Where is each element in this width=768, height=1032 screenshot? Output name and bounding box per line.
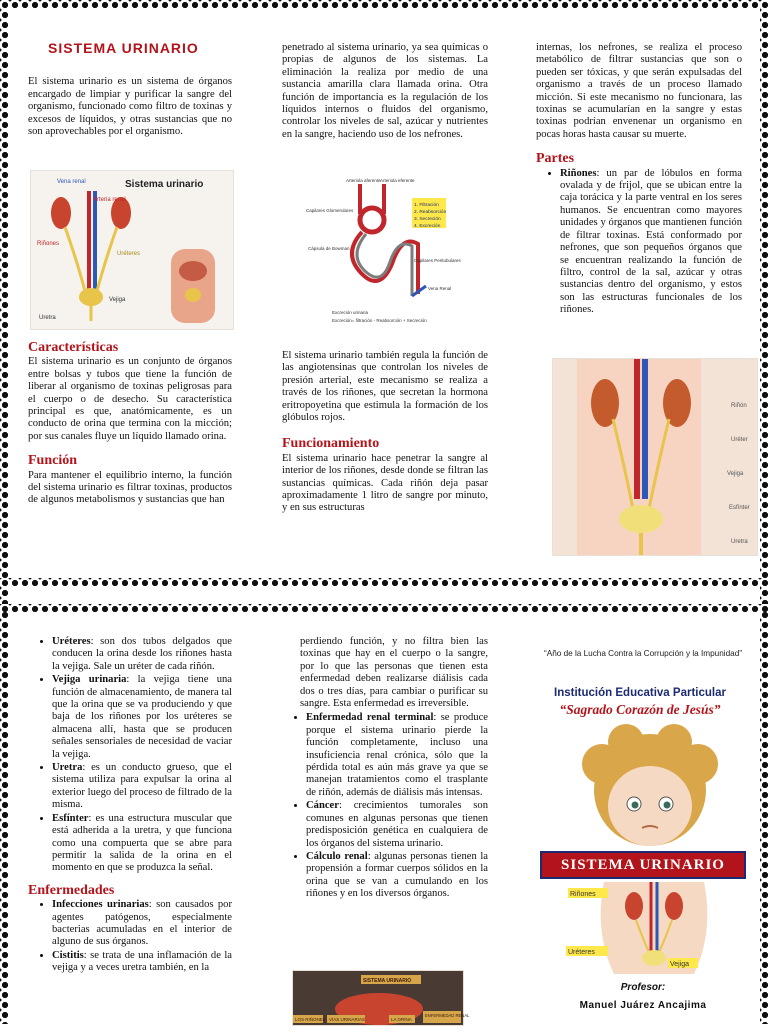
nephron-step-2: 2. Reabsorción <box>414 210 447 215</box>
diseases-list-continued <box>282 712 488 900</box>
cover-label-rinones: Riñones <box>570 891 596 898</box>
figure-title: Sistema urinario <box>125 179 204 190</box>
nephron-label-7: Excreción urinaria <box>332 310 369 315</box>
nephron-illustration <box>302 174 466 328</box>
profesor-name: Manuel Juárez Ancajima <box>579 1000 707 1011</box>
child-illustration <box>566 724 736 852</box>
urinary-system-figure <box>30 170 234 330</box>
child-body-illustration <box>564 882 744 974</box>
col2-text-2: El sistema urinario también regula la función de las angiotensinas que controlan los niveles de presión arterial, este mecanismo se realiza a través de los riñones, que secretan la hormona eritropoyetina que estimula la formación de los glóbulos rojos. <box>282 350 488 424</box>
partes-heading: Partes <box>536 151 575 167</box>
infographic-label-3: LA ORINA <box>391 1017 412 1022</box>
partes-list <box>536 168 742 317</box>
definition: : la vejiga tiene una función de almacenamiento, de manera tal que la orina que se va produciendo y que baja de los riñones por los uréteres se almacena allí, hasta que se producen señales sensoriales de necesidad de vaciar la vejiga. <box>52 674 232 760</box>
term: Cálculo renal <box>306 850 368 862</box>
infographic-label-2: VÍAS URINARIAS <box>329 1017 366 1022</box>
left-border <box>0 0 8 1024</box>
middle-border-line-a <box>0 578 768 586</box>
nephron-step-4: 4. Excreción <box>414 224 441 229</box>
enfermedades-heading: Enfermedades <box>28 882 115 898</box>
kidney-label-esfinter: Esfínter <box>729 505 750 511</box>
top-col-1-lower <box>28 342 232 515</box>
urinary-infographic <box>293 971 470 1025</box>
term: Riñones <box>560 167 597 179</box>
definition: : son dos tubos delgados que conducen la orina desde los riñones hasta la vejiga. Sale un uréter de cada riñón. <box>52 636 232 672</box>
nephron-step-3: 3. Secreción <box>414 217 441 222</box>
caracteristicas-text: El sistema urinario es un conjunto de órganos entre bolsas y tubos que tiene la función de liberar al organismo de toxinas peligrosas para el cuerpo o de desecho. Su característica principal es que, anatómicamente, es un conducto de orina que termina con la micción; por sus canales fluye un líquido llamado orina. <box>28 356 232 442</box>
term: Uretra <box>52 762 83 774</box>
nephron-label-5: Capilares Peritubulares <box>414 258 461 263</box>
funcionamiento-heading: Funcionamiento <box>282 436 380 452</box>
list-item <box>52 950 232 975</box>
definition: : se produce porque el sistema urinario pierde la función completamente, incluso una insuficiencia renal crónica, sólo que la pérdida total es aún más grave ya que se manejan tratamientos como el trasplante de riñón, además de diálisis más intensas. <box>306 712 488 798</box>
col3-text-1: internas, los nefrones, se realiza el proceso metabólico de filtrar sustancias que son o pueden ser tóxicas, y que serán expulsadas del organismo a través de un proceso llamado micción. Si este mecanismo no funcionara, las toxinas se acumularían en la sangre y estas toxinas podrían envenenar un organismo en pocas horas hasta causar su muerte. <box>536 42 742 140</box>
diseases-list <box>28 899 232 974</box>
nephron-label-8: Excreción= filtración - Reabsorción + Secreción <box>332 318 427 323</box>
motto: “Año de la Lucha Contra la Corrupción y la Impunidad” <box>544 649 742 658</box>
top-col-2 <box>282 42 488 149</box>
definition: : es una estructura muscular que está adherida a la uretra, y que funciona como una compuerta que se abre para permitir la salida de la orina en el momento en que se produzca la señal. <box>52 812 232 874</box>
top-border <box>0 0 768 8</box>
profesor-label: Profesor: <box>620 982 666 993</box>
figure-label-uretra: Uretra <box>39 315 56 321</box>
kidneys-illustration <box>553 359 757 555</box>
middle-border-line-b <box>0 604 768 612</box>
nephron-label-3: Capilares Glomerulares <box>306 208 354 213</box>
intro-text: El sistema urinario es un sistema de órganos encargado de limpiar y purificar la sangre del organismo, funcionado como filtro de toxinas y excesos de líquidos, y otras sustancias que no son aprovechables por el organismo. <box>28 76 232 138</box>
caracteristicas-heading: Características <box>28 340 119 355</box>
definition: : es un conducto grueso, que el sistema utiliza para expulsar la orina al exterior luego del proceso de filtrado de la misma. <box>52 762 232 811</box>
list-item <box>52 813 232 875</box>
figure-label-rinones: Riñones <box>37 241 60 247</box>
funcionamiento-text: El sistema urinario hace penetrar la sangre al interior de los riñones, desde donde se filtran las sustancias químicas. Cada riñón deja pasar aproximadamente 1 litro de sangre por minuto, y en sus estructuras <box>282 452 488 514</box>
definition: : algunas personas tienen la propensión a formar cuerpos sólidos en la orina que se van a cumulando en los riñones y en los diversos órganos. <box>306 850 489 900</box>
cover-label-ureteres: Uréteres <box>568 949 595 956</box>
nephron-step-1: 1. Filtración <box>414 203 439 208</box>
nephron-label-1: Arteriola aferente <box>346 178 381 183</box>
page-title: SISTEMA URINARIO <box>48 40 199 56</box>
cover-label-vejiga: Vejiga <box>670 961 690 968</box>
cover-banner <box>540 851 746 879</box>
list-item <box>52 899 232 949</box>
term: Uréteres <box>52 636 91 647</box>
top-col-3 <box>536 42 742 318</box>
urinary-infographic-figure <box>292 970 470 1026</box>
list-item <box>306 712 488 799</box>
nephron-figure <box>302 174 466 328</box>
funcion-text: Para mantener el equilibrio interno, la función del sistema urinario es filtrar toxinas, productos de algunos metabolismos y sustancias que han <box>28 469 232 506</box>
term: Enfermedad renal terminal <box>306 712 434 724</box>
list-item <box>306 800 488 850</box>
figure-label-ureteres: Uréteres <box>117 251 141 257</box>
nephron-label-4: Cápsula de Bowman <box>308 246 350 251</box>
right-border <box>760 0 768 1024</box>
figure-label-arteria: Arteria renal <box>93 197 126 203</box>
figure-label-vena: Vena renal <box>57 179 86 185</box>
bottom-col-1 <box>28 636 232 976</box>
top-col-1 <box>28 42 232 146</box>
list-item <box>560 168 742 317</box>
term: Infecciones urinarias <box>52 899 149 911</box>
urinary-system-illustration <box>31 171 233 329</box>
term: Cáncer <box>306 800 339 812</box>
infographic-label-4: ENFERMEDAD RENAL <box>425 1013 470 1018</box>
school-name: “Sagrado Corazón de Jesús” <box>559 702 721 717</box>
definition: : crecimientos tumorales son comunes en algunas personas que tienen predisposición genética en cualquiera de los órganos del sistema urinario. <box>306 800 488 849</box>
list-item <box>52 674 232 761</box>
top-col-2-lower <box>282 350 488 523</box>
col2-bottom-text-1: perdiendo función, y no filtra bien las toxinas que hay en el cuerpo o la sangre, por lo que las personas que tienen esta enfermedad deben realizarse diálisis cada dos o tres días, para cambiar o purificar su sangre. Esta enfermedad es irreversible. <box>300 636 488 710</box>
definition: : son causados por agentes patógenos, especialmente bacterias acumuladas en el interior de alguno de sus órganos. <box>52 899 233 948</box>
kidney-label-rinon: Riñón <box>731 403 747 409</box>
definition: : un par de lóbulos en forma ovalada y de frijol, que se ubican entre la caja torácica y la parte ventral en los seres humanos. Se encuentran como mayores unidades y órganos que mantienen función de filtrar toxinas. Está conformado por nefrones, que son pequeños órganos que se encuentran realizando la función de filtro, control de la sal, azúcar y otras sustancias dentro del organismo, y estos son las estructuras funcionales de los riñones. <box>560 167 742 316</box>
kidney-label-ureter: Uréter <box>731 437 748 443</box>
term: Cistitis <box>52 949 84 961</box>
nephron-label-2: Arteriola eferente <box>380 178 415 183</box>
institution-type: Institución Educativa Particular <box>554 687 726 699</box>
term: Vejiga urinaria <box>52 674 127 686</box>
middle-gap <box>8 584 760 606</box>
figure-label-vejiga: Vejiga <box>109 297 126 303</box>
kidney-label-uretra: Uretra <box>731 539 748 545</box>
nephron-label-6: Vena Renal <box>428 286 452 291</box>
cover-banner-title: SISTEMA URINARIO <box>561 857 725 873</box>
definition: : se trata de una inflamación de la vejiga y a veces uretra también, en la <box>52 949 232 974</box>
list-item <box>52 762 232 812</box>
list-item <box>306 851 488 901</box>
bottom-col-2 <box>282 636 488 902</box>
organs-list <box>28 636 232 875</box>
col2-text-1: penetrado al sistema urinario, ya sea químicas o propias de algunos de los sistemas. La eliminación la realiza por medio de una sustancia amarilla clara llamada orina. Otra función de importancia es la regulación de los líquidos internos o fluidos del organismo, controlar los niveles de sal, azúcar y nutrientes en la sangre, haciendo uso de los nefrones. <box>282 42 488 140</box>
infographic-label-1: LOS RIÑONES <box>295 1017 326 1022</box>
list-item <box>52 636 232 673</box>
kidney-label-vejiga: Vejiga <box>727 471 744 477</box>
kidneys-figure <box>552 358 758 556</box>
infographic-title: SISTEMA URINARIO <box>363 978 412 984</box>
funcion-heading: Función <box>28 453 78 469</box>
term: Esfínter <box>52 812 89 824</box>
